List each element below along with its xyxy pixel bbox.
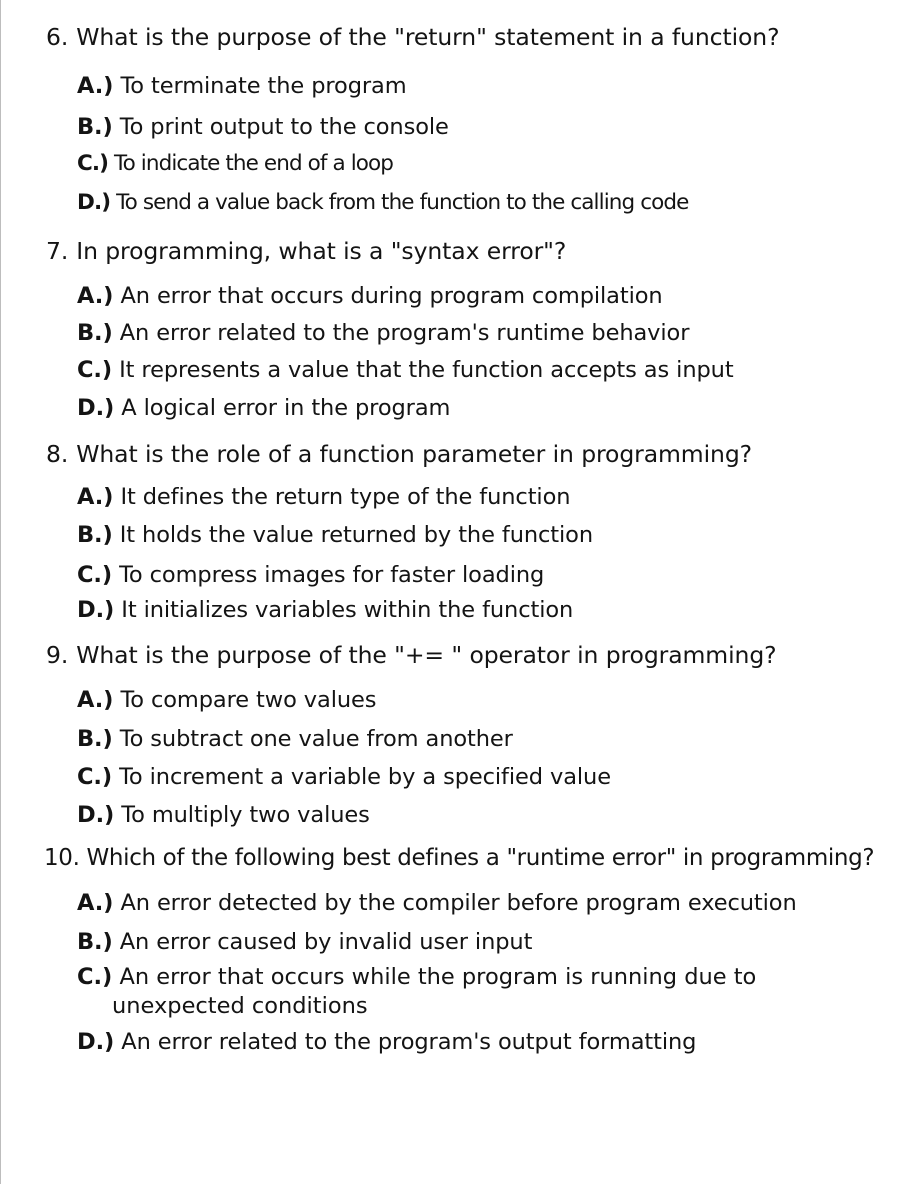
option-text: To send a value back from the function to the calling code <box>116 190 689 215</box>
option-a <box>77 685 376 715</box>
question-text: What is the role of a function parameter in programming? <box>76 440 753 468</box>
option-text: It defines the return type of the function <box>120 484 571 510</box>
question-9-prompt <box>46 640 777 670</box>
option-text: To compare two values <box>120 687 377 713</box>
option-text: A logical error in the program <box>121 395 451 421</box>
option-b <box>77 927 532 957</box>
option-c <box>77 355 734 385</box>
option-text: It represents a value that the function accepts as input <box>119 357 734 383</box>
option-letter: B.) <box>77 726 113 752</box>
option-letter: D.) <box>77 597 115 623</box>
option-d <box>77 800 370 830</box>
question-number: 9. <box>46 641 69 669</box>
option-a <box>77 281 663 311</box>
option-line-1 <box>77 964 756 990</box>
question-6-prompt <box>46 22 779 52</box>
option-letter: D.) <box>77 395 115 421</box>
question-number: 8. <box>46 440 69 468</box>
option-letter: A.) <box>77 283 114 309</box>
option-text: To print output to the console <box>119 114 449 140</box>
option-text: To multiply two values <box>121 802 370 828</box>
question-text: What is the purpose of the "+= " operator in programming? <box>76 641 777 669</box>
option-letter: A.) <box>77 484 114 510</box>
option-text: To increment a variable by a specified value <box>119 764 611 790</box>
option-d <box>77 595 573 625</box>
option-text: It initializes variables within the function <box>121 597 574 623</box>
option-text: To terminate the program <box>120 73 407 99</box>
option-text: To compress images for faster loading <box>119 562 545 588</box>
option-text-continued: unexpected conditions <box>112 993 368 1019</box>
option-c <box>77 762 611 792</box>
option-letter: A.) <box>77 890 114 916</box>
question-number: 6. <box>46 23 69 51</box>
option-text: To subtract one value from another <box>119 726 513 752</box>
question-7-prompt <box>46 236 566 266</box>
question-text: Which of the following best defines a "runtime error" in programming? <box>86 845 875 871</box>
option-letter: B.) <box>77 522 113 548</box>
option-d <box>77 188 688 218</box>
option-letter: C.) <box>77 964 113 990</box>
option-b <box>77 724 513 754</box>
option-letter: C.) <box>77 764 113 790</box>
option-text: It holds the value returned by the function <box>119 522 593 548</box>
option-c <box>77 560 544 590</box>
question-number: 7. <box>46 237 69 265</box>
option-b <box>77 520 593 550</box>
option-a <box>77 71 407 101</box>
option-text: An error related to the program's output formatting <box>121 1029 697 1055</box>
option-text: An error detected by the compiler before program execution <box>120 890 797 916</box>
option-d <box>77 1027 696 1057</box>
option-text: An error related to the program's runtime behavior <box>119 320 690 346</box>
option-c <box>77 149 393 179</box>
question-8-prompt <box>46 439 752 469</box>
option-text: An error that occurs during program compilation <box>120 283 663 309</box>
question-number: 10. <box>44 845 80 871</box>
question-10-prompt <box>44 843 874 873</box>
option-letter: A.) <box>77 687 114 713</box>
option-letter: D.) <box>77 802 115 828</box>
option-letter: C.) <box>77 357 113 383</box>
option-letter: C.) <box>77 562 113 588</box>
option-c <box>77 963 797 1021</box>
option-letter: D.) <box>77 190 111 215</box>
option-letter: A.) <box>77 73 114 99</box>
option-b <box>77 318 689 348</box>
option-d <box>77 393 450 423</box>
option-letter: C.) <box>77 151 109 176</box>
question-text: What is the purpose of the "return" statement in a function? <box>76 23 780 51</box>
option-text: To indicate the end of a loop <box>114 151 394 176</box>
option-b <box>77 112 449 142</box>
option-a <box>77 888 797 918</box>
option-letter: B.) <box>77 114 113 140</box>
option-text: An error caused by invalid user input <box>119 929 533 955</box>
option-letter: B.) <box>77 320 113 346</box>
question-text: In programming, what is a "syntax error"? <box>76 237 567 265</box>
option-a <box>77 482 570 512</box>
option-letter: B.) <box>77 929 113 955</box>
option-text: An error that occurs while the program is running due to <box>119 964 757 990</box>
option-letter: D.) <box>77 1029 115 1055</box>
